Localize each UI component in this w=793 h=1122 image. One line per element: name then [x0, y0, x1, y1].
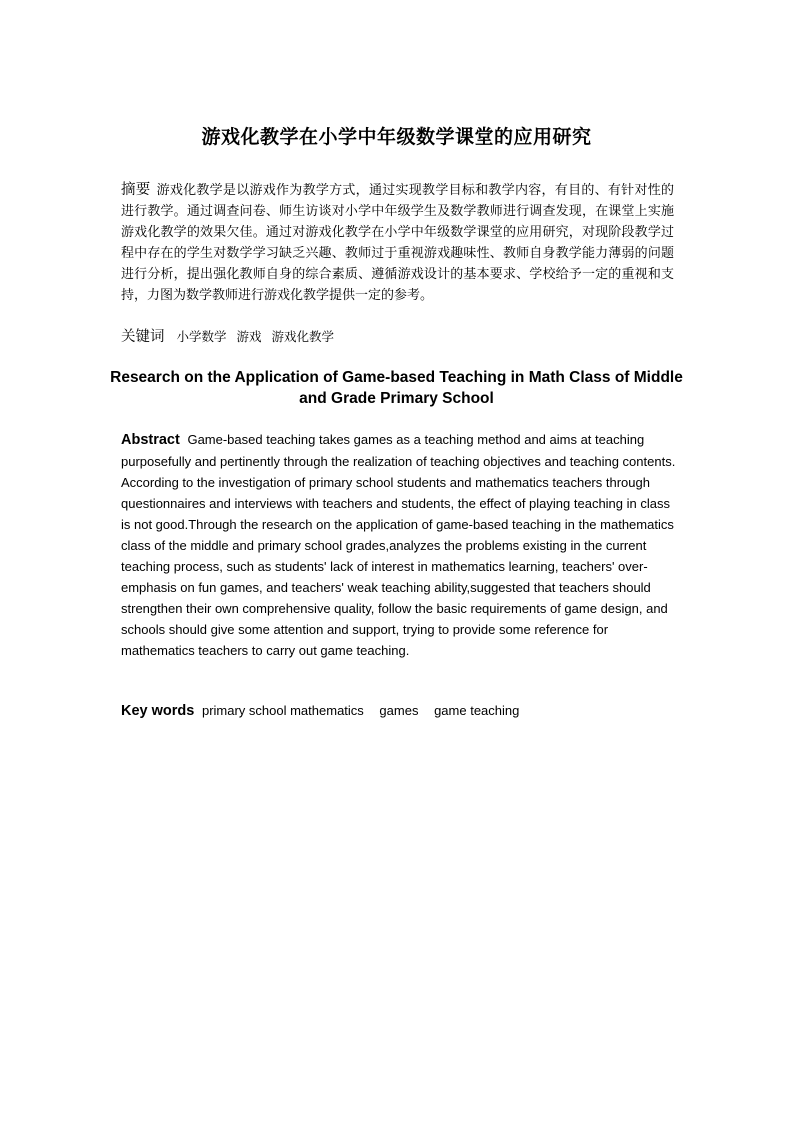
- chinese-title: 游戏化教学在小学中年级数学课堂的应用研究: [201, 126, 592, 148]
- english-keyword: primary school mathematics: [201, 703, 364, 718]
- chinese-keyword: 游戏: [236, 329, 262, 344]
- english-keyword: game teaching: [434, 703, 520, 718]
- chinese-abstract: [121, 180, 674, 306]
- english-abstract-text: Game-based teaching takes games as a teaching method and aims at teaching purposefully and pertinently through the realization of teaching objectives and teaching contents. According to the investigation of primary school students and mathematics teachers through questionnaires and interviews with teachers and students, the effect of playing teaching in class is not good.Through the research on the application of game-based teaching in the mathematics class of the middle and primary school grades,analyzes the problems existing in the current teaching process, such as students' lack of interest in mathematics learning, teachers' over-emphasis on fun games, and teachers' weak teaching ability,suggested that teachers should strengthen their own comprehensive quality, follow the basic requirements of game design, and schools should give some attention and support, trying to provide some reference for mathematics teachers to carry out game teaching.: [121, 432, 676, 658]
- english-keywords-label: Key words: [121, 703, 195, 719]
- chinese-keyword: 游戏化教学: [271, 329, 334, 344]
- chinese-abstract-label: 摘要: [121, 182, 151, 198]
- english-keywords: [121, 700, 676, 722]
- chinese-keywords-label: 关键词: [121, 329, 165, 345]
- english-abstract: [121, 429, 676, 661]
- chinese-keyword: 小学数学: [176, 329, 227, 344]
- chinese-keywords: [121, 327, 674, 347]
- english-keyword: games: [379, 703, 419, 718]
- english-abstract-label: Abstract: [121, 432, 180, 448]
- english-title: Research on the Application of Game-based Teaching in Math Class of Middle and Grade Primary School: [110, 369, 683, 407]
- chinese-abstract-text: 游戏化教学是以游戏作为教学方式，通过实现教学目标和教学内容，有目的、有针对性的进行教学。通过调查问卷、师生访谈对小学中年级学生及数学教师进行调查发现，在课堂上实施游戏化教学的效果欠佳。通过对游戏化教学在小学中年级数学课堂的应用研究，对现阶段教学过程中存在的学生对数学学习缺乏兴趣、教师过于重视游戏趣味性、教师自身教学能力薄弱的问题进行分析，提出强化教师自身的综合素质、遵循游戏设计的基本要求、学校给予一定的重视和支持，力图为数学教师进行游戏化教学提供一定的参考。: [121, 183, 674, 303]
